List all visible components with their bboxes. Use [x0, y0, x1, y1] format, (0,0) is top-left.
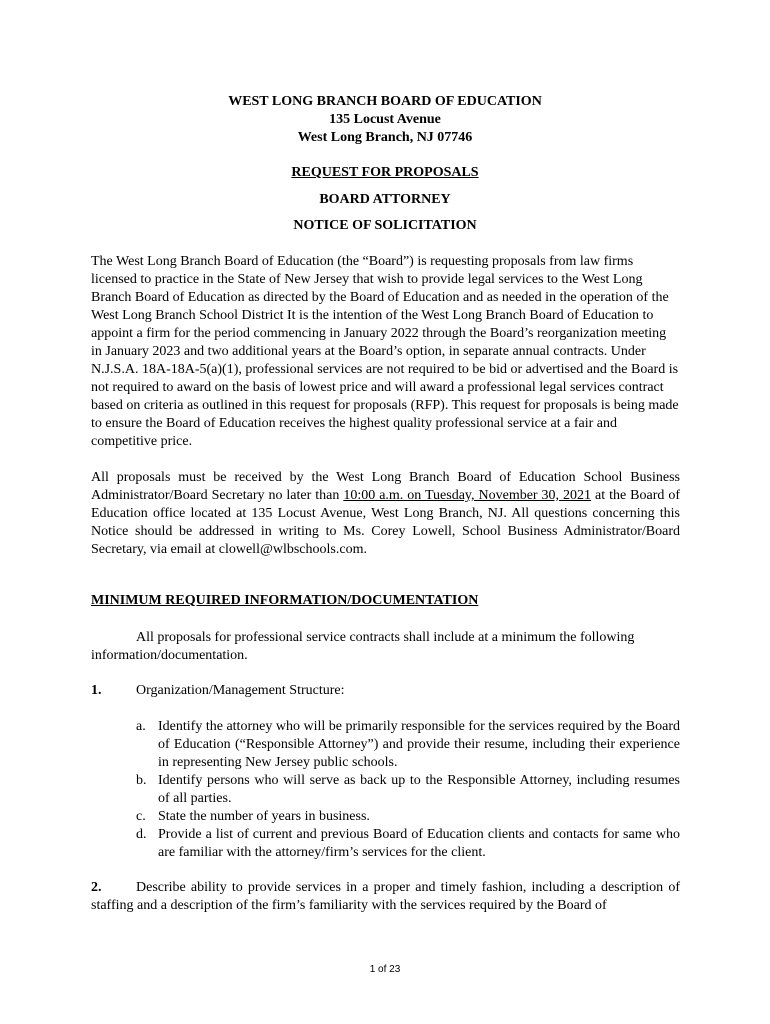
intro-paragraph: The West Long Branch Board of Education (the “Board”) is requesting proposals from law firms licensed to practice in the State of New Jersey that wish to provide legal services to the West Long Branch Board of Education as directed by the Board of Education and as needed in the operation of the West Long Branch School District It is the intention of the West Long Branch Board of Education to appoint a firm for the period commencing in January 2022 through the Board’s reorganization meeting in January 2023 and two additional years at the Board’s option, in separate annual contracts. Under N.J.S.A. 18A-18A-5(a)(1), professional services are not required to be bid or advertised and the Board is not required to award on the basis of lowest price and will award a professional legal services contract based on criteria as outlined in this request for proposals (RFP). This request for proposals is being made to ensure the Board of Education receives the highest quality professional service at a fair and competitive price.	[91, 254, 679, 449]
list-item-text: Provide a list of current and previous Board of Education clients and contacts for same who are familiar with the attorney/firm’s services for the client.	[158, 827, 680, 860]
list-item-letter: a.	[136, 719, 146, 734]
list-item-letter: d.	[136, 827, 147, 842]
deadline-text-before: All proposals must be received by the West Long Branch Board of Education School Business Administrator/Board Secretary no later than	[91, 470, 680, 503]
section-1-number: 1.	[91, 683, 102, 698]
list-item	[136, 826, 680, 862]
board-attorney-title: BOARD ATTORNEY	[319, 192, 451, 207]
org-name: WEST LONG BRANCH BOARD OF EDUCATION	[228, 94, 542, 109]
address-line-1: 135 Locust Avenue	[329, 112, 441, 127]
section-2-paragraph	[91, 879, 680, 915]
minimum-requirements-intro: All proposals for professional service contracts shall include at a minimum the following information/documentation.	[91, 630, 635, 663]
list-item-text: Identify persons who will serve as back up to the Responsible Attorney, including resumes of all parties.	[158, 773, 680, 806]
list-item-text: Identify the attorney who will be primarily responsible for the services required by the Board of Education (“Responsible Attorney”) and provide their resume, including their experience in representing New Jersey public schools.	[158, 719, 680, 770]
section-1-title: Organization/Management Structure:	[136, 683, 345, 698]
address-line-2: West Long Branch, NJ 07746	[297, 130, 473, 145]
page-number: 1 of 23	[369, 964, 401, 975]
deadline-text-after: at the Board of Education office located at 135 Locust Avenue, West Long Branch, NJ. All questions concerning this Notice should be addressed in writing to Ms. Corey Lowell, School Business Administrator/Board Secretary, via email at clowell@wlbschools.com.	[91, 488, 680, 557]
section-2-text: Describe ability to provide services in a proper and timely fashion, including a description of staffing and a description of the firm’s familiarity with the services required by the Board of	[91, 880, 680, 913]
minimum-requirements-heading: MINIMUM REQUIRED INFORMATION/DOCUMENTATION	[91, 593, 479, 608]
deadline-date: 10:00 a.m. on Tuesday, November 30, 2021	[343, 488, 592, 503]
list-item-text: State the number of years in business.	[158, 809, 370, 824]
list-item-letter: b.	[136, 773, 147, 788]
list-item	[136, 772, 680, 808]
notice-title: NOTICE OF SOLICITATION	[293, 218, 477, 233]
section-2-number: 2.	[91, 880, 102, 895]
list-item	[136, 718, 680, 772]
deadline-paragraph	[91, 469, 680, 559]
rfp-title: REQUEST FOR PROPOSALS	[291, 165, 479, 180]
list-item	[136, 808, 680, 826]
list-item-letter: c.	[136, 809, 146, 824]
